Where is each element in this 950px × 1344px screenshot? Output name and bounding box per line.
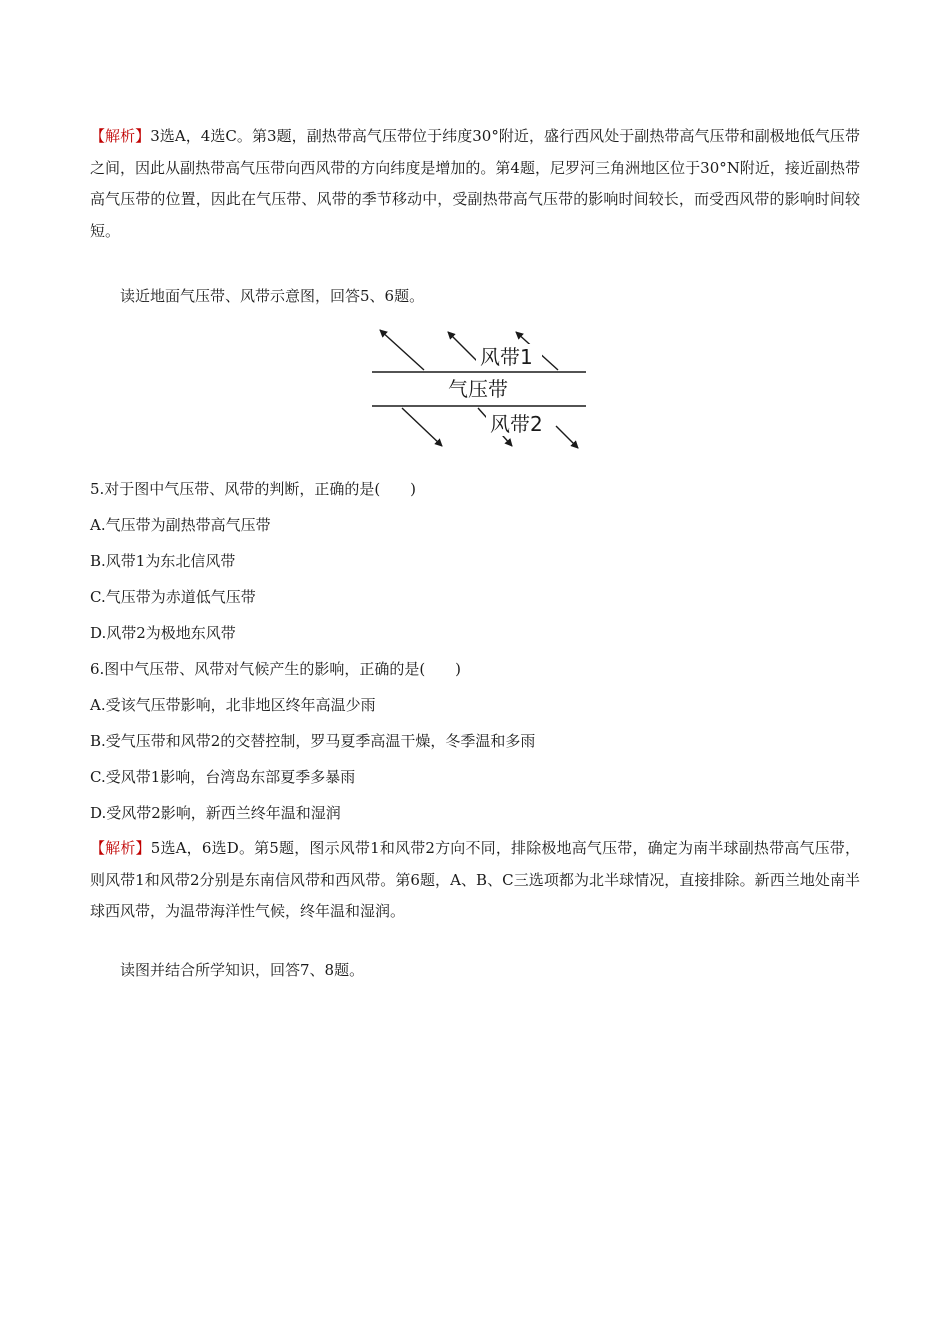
wind-arrow [556,426,578,448]
analysis-block-1 [90,121,860,247]
reading-prompt: 读近地面气压带、风带示意图，回答5、6题。 [120,287,425,305]
diagram-svg [360,322,600,456]
wind-arrow [402,408,442,446]
question-5-option-d: D.风带2为极地东风带 [90,624,236,642]
question-5-option-a: A.气压带为副热带高气压带 [90,516,271,534]
question-6-stem: 6.图中气压带、风带对气候产生的影响，正确的是( ) [90,660,462,678]
pressure-belt-label: 气压带 [448,377,508,401]
reading-prompt: 读图并结合所学知识，回答7、8题。 [120,961,365,979]
analysis-block-2 [90,833,860,928]
analysis-tag: 【解析】 [90,127,151,145]
analysis-tag: 【解析】 [90,839,151,857]
wind-arrow [448,332,478,362]
question-6-option-b: B.受气压带和风带2的交替控制，罗马夏季高温干燥，冬季温和多雨 [90,732,536,750]
question-6-option-c: C.受风带1影响，台湾岛东部夏季多暴雨 [90,768,356,786]
question-6-option-d: D.受风带2影响，新西兰终年温和湿润 [90,804,341,822]
wind-arrow [380,330,424,370]
analysis-text: 5选A，6选D。第5题，图示风带1和风带2方向不同，排除极地高气压带，确定为南半球副热带高气压带，则风带1和风带2分别是东南信风带和西风带。第6题，A、B、C三选项都为北半球情况，直接排除。新西兰地处南半球西风带，为温带海洋性气候，终年温和湿润。 [90,839,860,920]
analysis-text: 3选A，4选C。第3题，副热带高气压带位于纬度30°附近，盛行西风处于副热带高气压带和副极地低气压带之间，因此从副热带高气压带向西风带的方向纬度是增加的。第4题，尼罗河三角洲地区位于30°N附近，接近副热带高气压带的位置，因此在气压带、风带的季节移动中，受副热带高气压带的影响时间较长，而受西风带的影响时间较短。 [90,127,860,240]
question-5-stem: 5.对于图中气压带、风带的判断，正确的是( ) [90,480,417,498]
wind-belt-1-label: 风带1 [480,345,533,369]
wind-belt-2-label: 风带2 [490,412,543,436]
question-6-option-a: A.受该气压带影响，北非地区终年高温少雨 [90,696,376,714]
pressure-wind-belt-diagram [360,322,600,456]
question-5-option-c: C.气压带为赤道低气压带 [90,588,256,606]
question-5-option-b: B.风带1为东北信风带 [90,552,236,570]
